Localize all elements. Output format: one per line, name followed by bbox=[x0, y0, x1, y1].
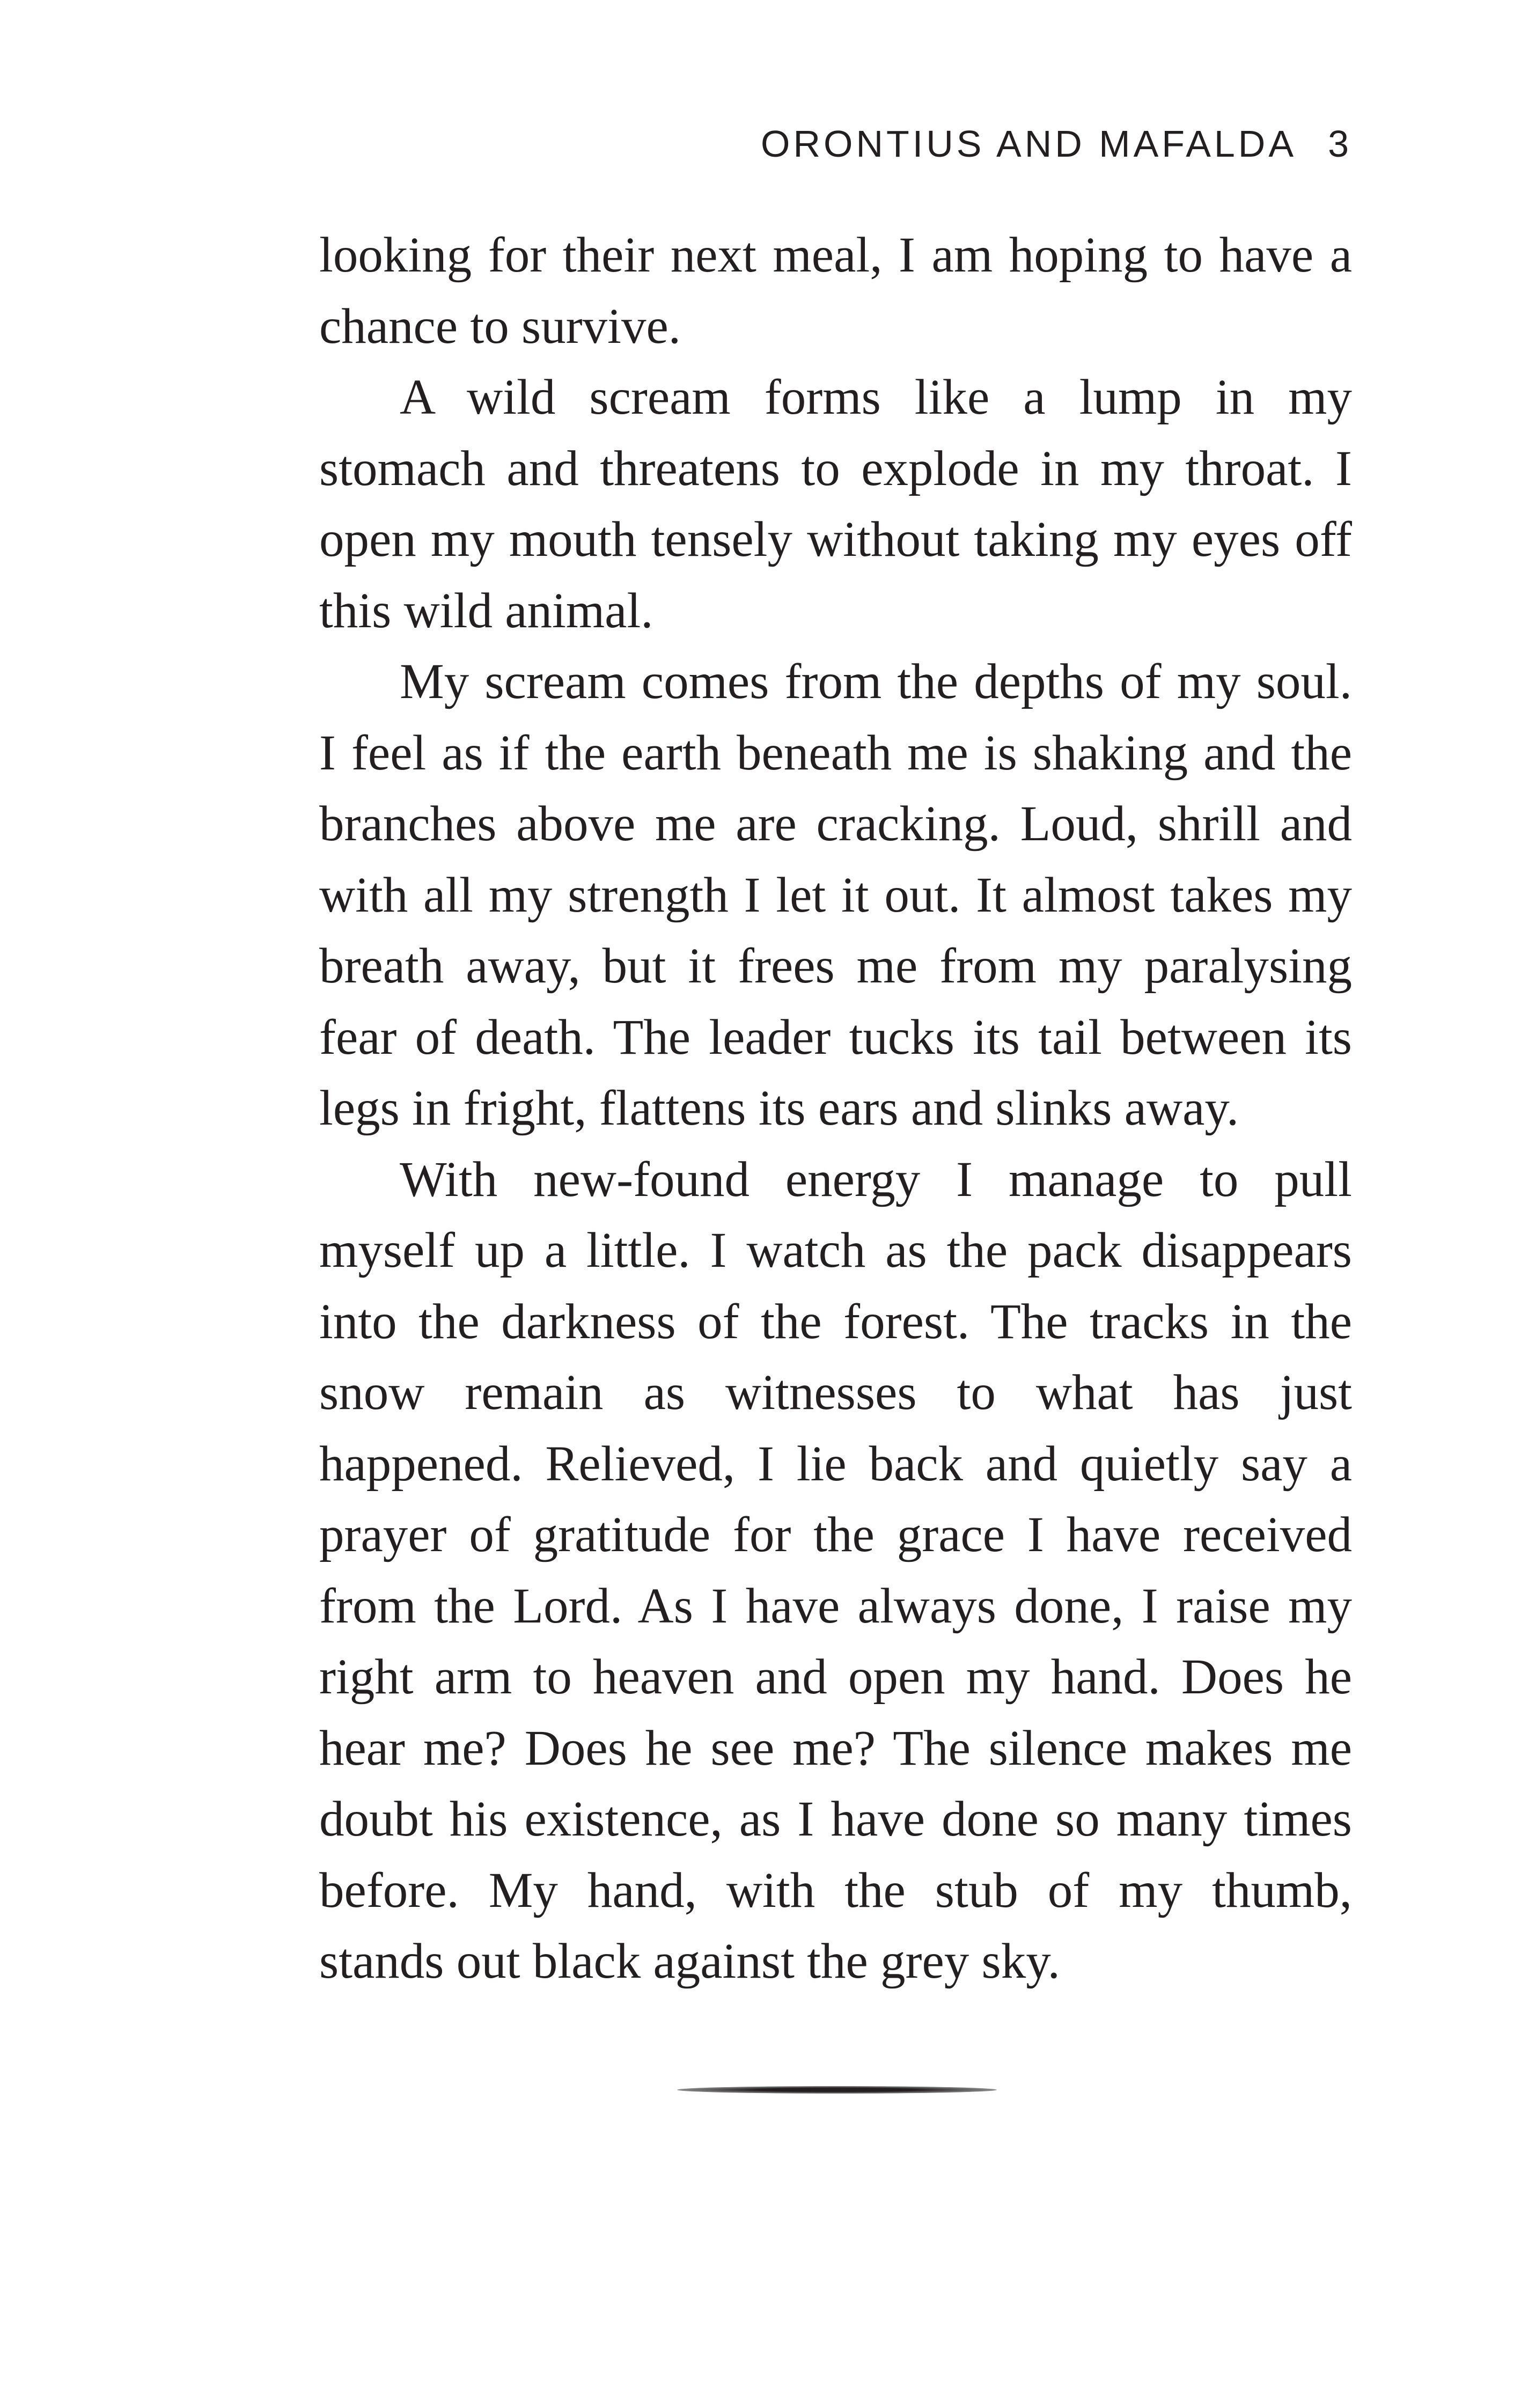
paragraph: looking for their next meal, I am hoping to have a chance to survive. bbox=[319, 227, 1352, 354]
section-divider bbox=[677, 2086, 997, 2094]
running-head bbox=[319, 122, 1352, 165]
page-number: 3 bbox=[1328, 123, 1352, 165]
running-title: ORONTIUS AND MAFALDA bbox=[761, 123, 1297, 165]
paragraph: With new-found energy I manage to pull myself up a little. I watch as the pack disappears into the darkness of the forest. The tracks in the snow remain as witnesses to what has just happened. Relieved, I lie back and quietly say a prayer of gratitude for the grace I have received from the Lord. As I have always done, I raise my right arm to heaven and open my hand. Does he hear me? Does he see me? The silence makes me doubt his existence, as I have done so many times before. My hand, with the stub of my thumb, stands out black against the grey sky. bbox=[319, 1151, 1352, 1989]
paragraph: A wild scream forms like a lump in my stomach and threatens to explode in my throat. I open my mouth tensely without taking my eyes off this wild animal. bbox=[319, 370, 1352, 638]
paragraph: My scream comes from the depths of my soul. I feel as if the earth beneath me is shaking and the branches above me are cracking. Loud, shrill and with all my strength I let it out. It almost takes my breath away, but it frees me from my paralysing fear of death. The leader tucks its tail between its legs in fright, flattens its ears and slinks away. bbox=[319, 654, 1352, 1136]
body-text bbox=[319, 220, 1352, 1998]
